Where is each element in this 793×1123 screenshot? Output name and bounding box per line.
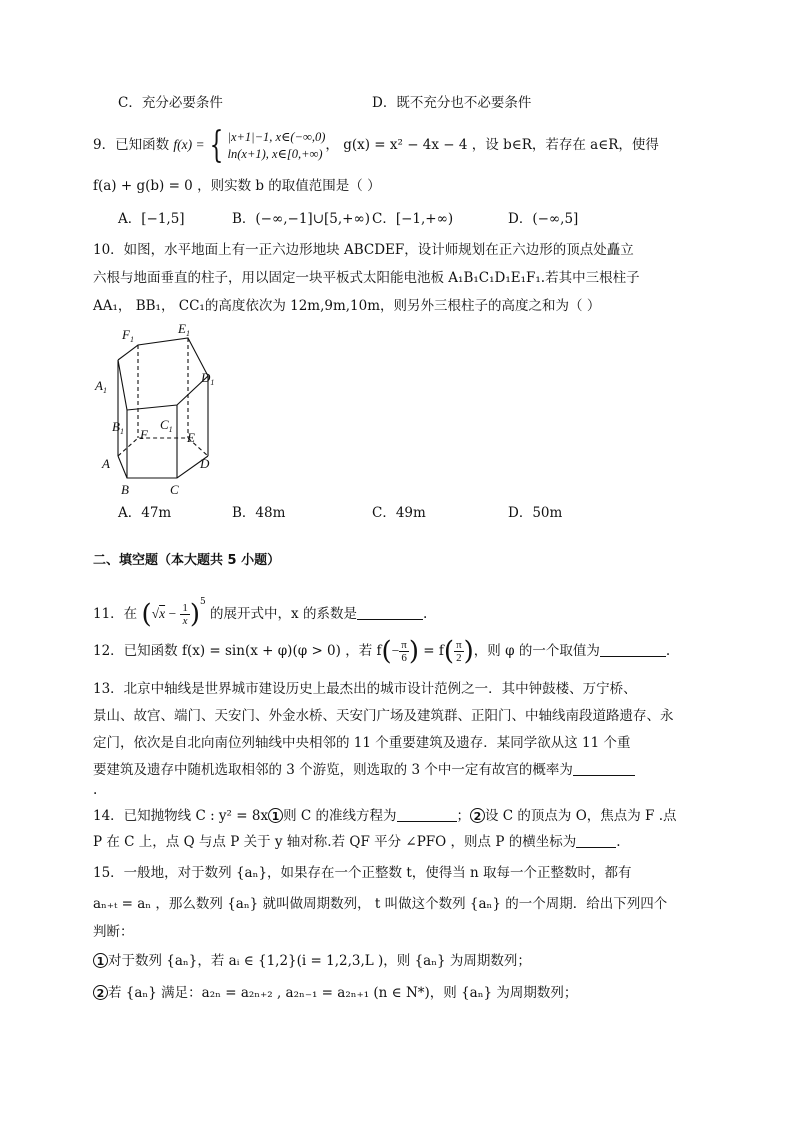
label-C: C — [170, 482, 179, 497]
q11-stem — [93, 582, 427, 634]
q14-line1 — [93, 806, 677, 826]
q12-stem — [93, 631, 670, 671]
q14-line2-end: . — [616, 834, 621, 850]
q13-line1: 13．北京中轴线是世界城市建设历史上最杰出的城市设计范例之一．其中钟鼓楼、万宁桥、 — [93, 681, 637, 697]
q9-g-def: ， g(x) = x² − 4x − 4 ，设 b∈R，若存在 a∈R，使得 — [325, 137, 659, 153]
q13-answer-blank — [573, 761, 635, 776]
q9-prefix: 9．已知函数 — [93, 137, 174, 153]
q12-part-b: = f — [423, 643, 444, 659]
q10-stem-line3: AA₁， BB₁， CC₁的高度依次为 12m,9m,10m，则另外三根柱子的高度之和为（ ） — [93, 298, 601, 314]
q11-part-b: 的展开式中， — [210, 606, 292, 622]
q10-option-b: B．48m — [232, 505, 286, 521]
q9-stem-line2: f(a) + g(b) = 0 ，则实数 b 的取值范围是（ ） — [93, 178, 381, 194]
label-E: E — [187, 430, 195, 445]
hexagonal-prism-figure — [90, 318, 230, 500]
label-A: A — [102, 456, 110, 471]
label-F1: $F_1$ — [122, 327, 134, 344]
base-visible-edges — [118, 456, 208, 478]
q9-option-d: D．(−∞,5] — [508, 211, 579, 227]
label-B: B — [121, 482, 129, 497]
q13-line2: 景山、故宫、端门、天安门、外金水桥、天安门广场及建筑群、正阳门、中轴线南段道路遗存、永 — [93, 708, 674, 724]
q12-answer-blank — [600, 642, 666, 657]
q15-line1: 15．一般地，对于数列 {aₙ}，如果存在一个正整数 t，使得当 n 取每一个正整数时，都有 — [93, 865, 632, 881]
q14-answer-blank-1 — [397, 807, 457, 822]
q14-line2 — [93, 832, 621, 852]
q15-judgement-2-text: 若 {aₙ} 满足：a₂ₙ = a₂ₙ₊₂ , a₂ₙ₋₁ = a₂ₙ₊₁ (n ∈ N*)，则 {aₙ} 为周期数列； — [108, 985, 578, 1001]
label-D1: $D_1$ — [201, 370, 215, 387]
q14-part-b: 则 C 的准线方程为 — [283, 808, 397, 824]
paren-open-2: ( — [443, 636, 455, 667]
section-heading-fill-in: 二、填空题（本大题共 5 小题） — [93, 553, 281, 568]
q9-case1: |x+1|−1, x∈(−∞,0) — [227, 129, 326, 144]
q8-option-c: C．充分必要条件 — [118, 95, 223, 111]
sqrt-x: √x − — [151, 606, 177, 621]
fraction-pi-over-2: $\frac{\pi}{2}$ — [456, 639, 462, 664]
paren-close-1: ) — [408, 636, 419, 667]
q12-part-d: . — [665, 643, 671, 659]
q9-option-a: A．[−1,5] — [118, 211, 185, 227]
q13-line4 — [93, 760, 635, 780]
q10-option-a: A．47m — [118, 505, 172, 521]
q9-piecewise — [228, 129, 326, 163]
q9-option-b: B．(−∞,−1]∪[5,+∞) — [232, 211, 370, 227]
label-E1: $E_1$ — [178, 321, 190, 338]
fraction-1-over-x: $\frac{1}{x}$ — [182, 602, 188, 627]
circled-number-2: 2 — [470, 808, 485, 823]
q14-part-a: 14．已知抛物线 C : y² = 8x — [93, 808, 269, 824]
fraction-pi-over-6: $\frac{\pi}{6}$ — [401, 639, 407, 664]
circled-number-1: 1 — [93, 953, 108, 968]
minus-sign: − — [391, 643, 400, 658]
label-F: F — [140, 427, 148, 442]
q14-line2-text: P 在 C 上，点 Q 与点 P 关于 y 轴对称.若 QF 平分 ∠PFO ，则点 P 的横坐标为 — [93, 834, 577, 850]
q9-option-c: C．[−1,+∞) — [372, 211, 454, 227]
q14-part-d: 设 C 的顶点为 O，焦点为 F .点 — [485, 808, 677, 824]
q14-answer-blank-2 — [576, 833, 616, 848]
left-paren: ( — [141, 599, 152, 630]
piecewise-brace: { — [209, 124, 223, 166]
q11-exponent: 5 — [200, 597, 206, 607]
label-C1: $C_1$ — [160, 417, 173, 434]
q11-part-a: 11．在 — [93, 606, 138, 622]
q15-judgement-1 — [93, 951, 531, 971]
q10-stem-line1: 10．如图，水平地面上有一正六边形地块 ABCDEF，设计师规划在正六边形的顶点处矗立 — [93, 242, 634, 258]
q11-part-c: x 的系数是 — [291, 606, 357, 622]
q8-option-d: D．既不充分也不必要条件 — [372, 95, 532, 111]
right-paren: ) — [189, 599, 201, 630]
q9-stem-line1 — [93, 126, 659, 164]
q10-option-d: D．50m — [508, 505, 563, 521]
q11-answer-blank — [357, 605, 423, 620]
q13-line4-text: 要建筑及遗存中随机选取相邻的 3 个游览，则选取的 3 个中一定有故宫的概率为 — [93, 762, 573, 778]
q12-part-c: ，则 φ 的一个取值为 — [473, 643, 600, 659]
q15-judgement-2 — [93, 983, 577, 1003]
q14-part-c: ； — [456, 808, 470, 824]
label-D: D — [200, 456, 210, 471]
q9-case2: ln(x+1), x∈[0,+∞) — [227, 146, 323, 161]
q15-judgement-1-text: 对于数列 {aₙ}，若 aᵢ ∈ {1,2}(i = 1,2,3,L )，则 {aₙ} 为周期数列； — [108, 953, 531, 969]
circled-number-1: 1 — [268, 808, 283, 823]
label-B1: $B_1$ — [112, 419, 124, 436]
q15-line2: aₙ₊ₜ = aₙ ，那么数列 {aₙ} 就叫做周期数列， t 叫做这个数列 {aₙ} 的一个周期．给出下列四个 — [93, 896, 668, 912]
circled-number-2: 2 — [93, 985, 108, 1000]
q15-line3: 判断： — [93, 924, 134, 940]
q9-f-def: f(x) = — [173, 137, 205, 152]
panel-outline — [118, 338, 208, 410]
paren-open-1: ( — [381, 636, 392, 667]
q13-line3: 定门，依次是自北向南位列轴线中央相邻的 11 个重要建筑及遗存．某同学欲从这 11 个重 — [93, 735, 631, 751]
q10-stem-line2: 六根与地面垂直的柱子，用以固定一块平板式太阳能电池板 A₁B₁C₁D₁E₁F₁.若其中三根柱子 — [93, 270, 640, 286]
q10-option-c: C．49m — [372, 505, 426, 521]
q11-part-d: . — [422, 606, 428, 622]
label-A1: $A_1$ — [95, 378, 107, 395]
q12-part-a: 12．已知函数 f(x) = sin(x + φ)(φ > 0) ，若 f — [93, 643, 382, 659]
q13-line5: . — [93, 782, 98, 798]
paren-close-2: ) — [463, 636, 474, 667]
